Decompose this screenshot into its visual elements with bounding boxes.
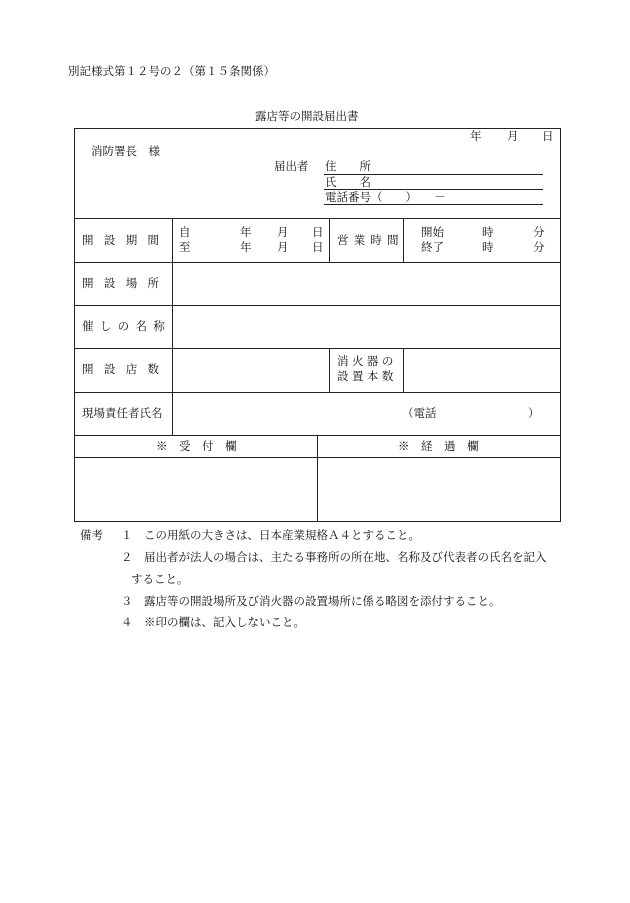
note-1-number: １	[121, 528, 133, 542]
hours-start-minute: 分	[533, 225, 545, 239]
event-name-label: 催しの名称	[82, 319, 172, 333]
period-from: 自	[179, 225, 191, 239]
form-style-label: 別記様式第１２号の２（第１５条関係）	[68, 64, 275, 78]
business-hours-label: 営業時間	[337, 233, 404, 247]
address-label: 住 所	[325, 159, 371, 173]
note-4-text: ※印の欄は、記入しないこと。	[144, 615, 305, 629]
progress-header: ※ 経 過 欄	[398, 439, 479, 453]
note-4-number: ４	[121, 615, 133, 629]
form-title: 露店等の開設届出書	[255, 109, 359, 123]
extinguisher-label-1: 消火器の	[337, 354, 397, 368]
date-year: 年	[470, 129, 482, 143]
notes-heading: 備考	[80, 528, 103, 542]
extinguisher-label-2: 設置本数	[337, 369, 397, 383]
note-3-number: ３	[121, 594, 133, 608]
phone-line	[324, 204, 543, 205]
note-2-text: 届出者が法人の場合は、主たる事務所の所在地、名称及び代表者の氏名を記入	[144, 550, 547, 564]
period-from-month: 月	[277, 225, 289, 239]
reception-header: ※ 受 付 欄	[156, 439, 237, 453]
period-to-year: 年	[240, 240, 252, 254]
store-count-label: 開設店数	[82, 362, 170, 376]
manager-phone-close: ）	[528, 406, 540, 420]
period-label: 開設期間	[82, 233, 170, 247]
hours-end-hour: 時	[482, 240, 494, 254]
period-to-month: 月	[277, 240, 289, 254]
date-month: 月	[507, 129, 519, 143]
date-day: 日	[542, 129, 554, 143]
period-from-year: 年	[240, 225, 252, 239]
hours-end-minute: 分	[533, 240, 545, 254]
name-label: 氏 名	[325, 175, 371, 189]
note-2-number: ２	[121, 550, 133, 564]
hours-start: 開始	[421, 225, 444, 239]
period-to-day: 日	[312, 240, 324, 254]
applicant-label: 届出者	[274, 159, 309, 173]
hours-start-hour: 時	[482, 225, 494, 239]
note-3-text: 露店等の開設場所及び消火器の設置場所に係る略図を添付すること。	[144, 594, 501, 608]
phone-label: 電話番号（ ） －	[325, 190, 446, 204]
period-to: 至	[179, 240, 191, 254]
note-2-text-continued: すること。	[131, 572, 189, 586]
manager-label: 現場責任者氏名	[82, 406, 163, 420]
addressee: 消防署長 様	[91, 144, 160, 158]
manager-phone-open: （電話	[402, 406, 437, 420]
location-label: 開設場所	[82, 276, 170, 290]
note-1-text: この用紙の大きさは、日本産業規格Ａ４とすること。	[144, 528, 420, 542]
hours-end: 終了	[421, 240, 444, 254]
period-from-day: 日	[312, 225, 324, 239]
